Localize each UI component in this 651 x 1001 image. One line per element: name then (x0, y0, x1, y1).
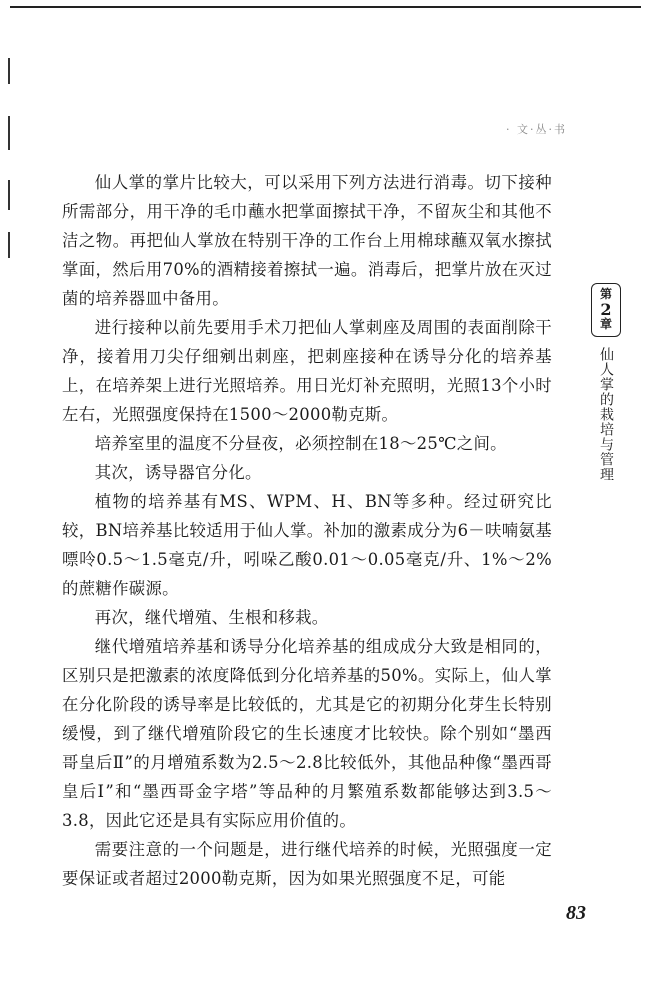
chapter-label-bottom: 章 (599, 317, 612, 331)
margin-mark (8, 58, 10, 84)
paragraph: 再次，继代增殖、生根和移栽。 (94, 608, 329, 627)
page-number: 83 (566, 902, 586, 924)
top-rule (10, 6, 641, 8)
chapter-title: 仙人掌的栽培与管理 (598, 347, 614, 482)
paragraph: 植物的培养基有MS、WPM、H、BN等多种。经过研究比较，BN培养基比较适用于仙人掌。补加的激素成分为6－呋喃氨基嘌呤0.5～1.5毫克/升，吲哚乙酸0.01～0.05毫克/升、1%～2%的蔗糖作碳源。 (62, 492, 552, 598)
paragraph: 培养室里的温度不分昼夜，必须控制在18～25℃之间。 (94, 434, 507, 453)
paragraph: 其次，诱导器官分化。 (94, 463, 262, 482)
chapter-number: 2 (600, 300, 612, 319)
paragraph: 进行接种以前先要用手术刀把仙人掌刺座及周围的表面削除干净，接着用刀尖仔细剜出刺座，把刺座接种在诱导分化的培养基上，在培养架上进行光照培养。用日光灯补充照明，光照13个小时左右，光照强度保持在1500～2000勒克斯。 (62, 318, 552, 424)
margin-mark (8, 116, 10, 150)
margin-mark (8, 180, 10, 210)
paragraph: 仙人掌的掌片比较大，可以采用下列方法进行消毒。切下接种所需部分，用干净的毛巾蘸水把掌面擦拭干净，不留灰尘和其他不洁之物。再把仙人掌放在特别干净的工作台上用棉球蘸双氧水擦拭掌面，然后用70%的酒精接着擦拭一遍。消毒后，把掌片放在灭过菌的培养器皿中备用。 (62, 173, 552, 308)
running-head: · 文·丛·书 (506, 123, 567, 136)
chapter-label-top: 第 (599, 287, 612, 301)
chapter-label (591, 283, 621, 337)
body-text (62, 168, 552, 893)
chapter-tab (591, 283, 621, 482)
paragraph: 继代增殖培养基和诱导分化培养基的组成成分大致是相同的，区别只是把激素的浓度降低到分化培养基的50%。实际上，仙人掌在分化阶段的诱导率是比较低的，尤其是它的初期分化芽生长特别缓慢，到了继代增殖阶段它的生长速度才比较快。除个别如“墨西哥皇后Ⅱ”的月增殖系数为2.5～2.8比较低外，其他品种像“墨西哥皇后Ⅰ”和“墨西哥金字塔”等品种的月繁殖系数都能够达到3.5～3.8，因此它还是具有实际应用价值的。 (62, 637, 552, 830)
margin-mark (8, 232, 10, 258)
paragraph: 需要注意的一个问题是，进行继代培养的时候，光照强度一定要保证或者超过2000勒克斯，因为如果光照强度不足，可能 (62, 840, 552, 888)
